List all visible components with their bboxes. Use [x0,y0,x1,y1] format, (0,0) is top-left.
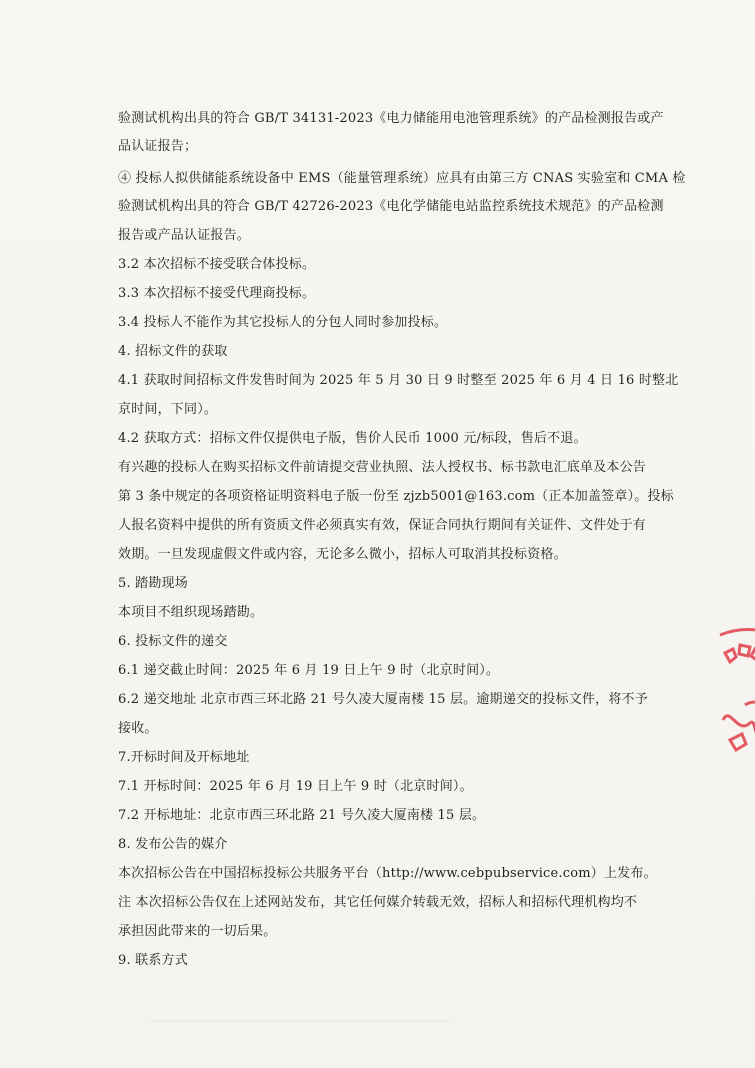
text-line: 验测试机构出具的符合 GB/T 34131-2023《电力储能用电池管理系统》的产品检测报告或产 [118,111,664,126]
section-heading: 6. 投标文件的递交 [118,634,228,649]
text-line: 效期。一旦发现虚假文件或内容，无论多么微小，招标人可取消其投标资格。 [118,547,567,562]
red-seal-stamp-icon [715,625,755,765]
section-heading: 8. 发布公告的媒介 [118,837,228,852]
text-line: 3.4 投标人不能作为其它投标人的分包人同时参加投标。 [118,315,448,330]
text-line: 人报名资料中提供的所有资质文件必须真实有效，保证合同执行期间有关证件、文件处于有 [118,518,647,533]
text-line: 验测试机构出具的符合 GB/T 42726-2023《电化学储能电站监控系统技术规范》的产品检测 [118,199,664,214]
text-line: 本项目不组织现场踏勘。 [118,605,264,620]
text-line: 6.1 递交截止时间：2025 年 6 月 19 日上午 9 时（北京时间）。 [118,663,500,678]
text-line: 有兴趣的投标人在购买招标文件前请提交营业执照、法人授权书、标书款电汇底单及本公告 [118,460,647,475]
section-heading: 5. 踏勘现场 [118,576,188,591]
text-line: 本次招标公告在中国招标投标公共服务平台（http://www.cebpubservice.com）上发布。 [118,866,657,881]
section-heading: 7.开标时间及开标地址 [118,750,250,765]
footer-smudge [150,1020,450,1022]
text-line: 3.2 本次招标不接受联合体投标。 [118,257,316,272]
text-line: 京时间，下同）。 [118,402,218,417]
text-line: 4.1 获取时间招标文件发售时间为 2025 年 5 月 30 日 9 时整至 2025 年 6 月 4 日 16 时整北 [118,373,679,388]
text-line: 7.1 开标时间：2025 年 6 月 19 日上午 9 时（北京时间）。 [118,779,473,794]
text-line: 注 本次招标公告仅在上述网站发布，其它任何媒介转载无效，招标人和招标代理机构均不 [118,895,638,910]
text-line: 报告或产品认证报告。 [118,228,251,243]
section-heading: 9. 联系方式 [118,953,188,968]
text-line: ④ 投标人拟供储能系统设备中 EMS（能量管理系统）应具有由第三方 CNAS 实验室和 CMA 检 [118,171,686,186]
text-line: 6.2 递交地址 北京市西三环北路 21 号久凌大厦南楼 15 层。逾期递交的投标文件，将不予 [118,692,648,707]
text-line: 承担因此带来的一切后果。 [118,924,277,939]
text-line: 7.2 开标地址：北京市西三环北路 21 号久凌大厦南楼 15 层。 [118,808,486,823]
text-line: 3.3 本次招标不接受代理商投标。 [118,286,316,301]
text-line: 4.2 获取方式：招标文件仅提供电子版，售价人民币 1000 元/标段，售后不退。 [118,431,587,446]
section-heading: 4. 招标文件的获取 [118,344,228,359]
text-line: 品认证报告； [118,139,198,154]
text-line: 第 3 条中规定的各项资格证明资料电子版一份至 zjzb5001@163.com（正本加盖签章）。投标 [118,489,674,504]
text-line: 接收。 [118,721,158,736]
